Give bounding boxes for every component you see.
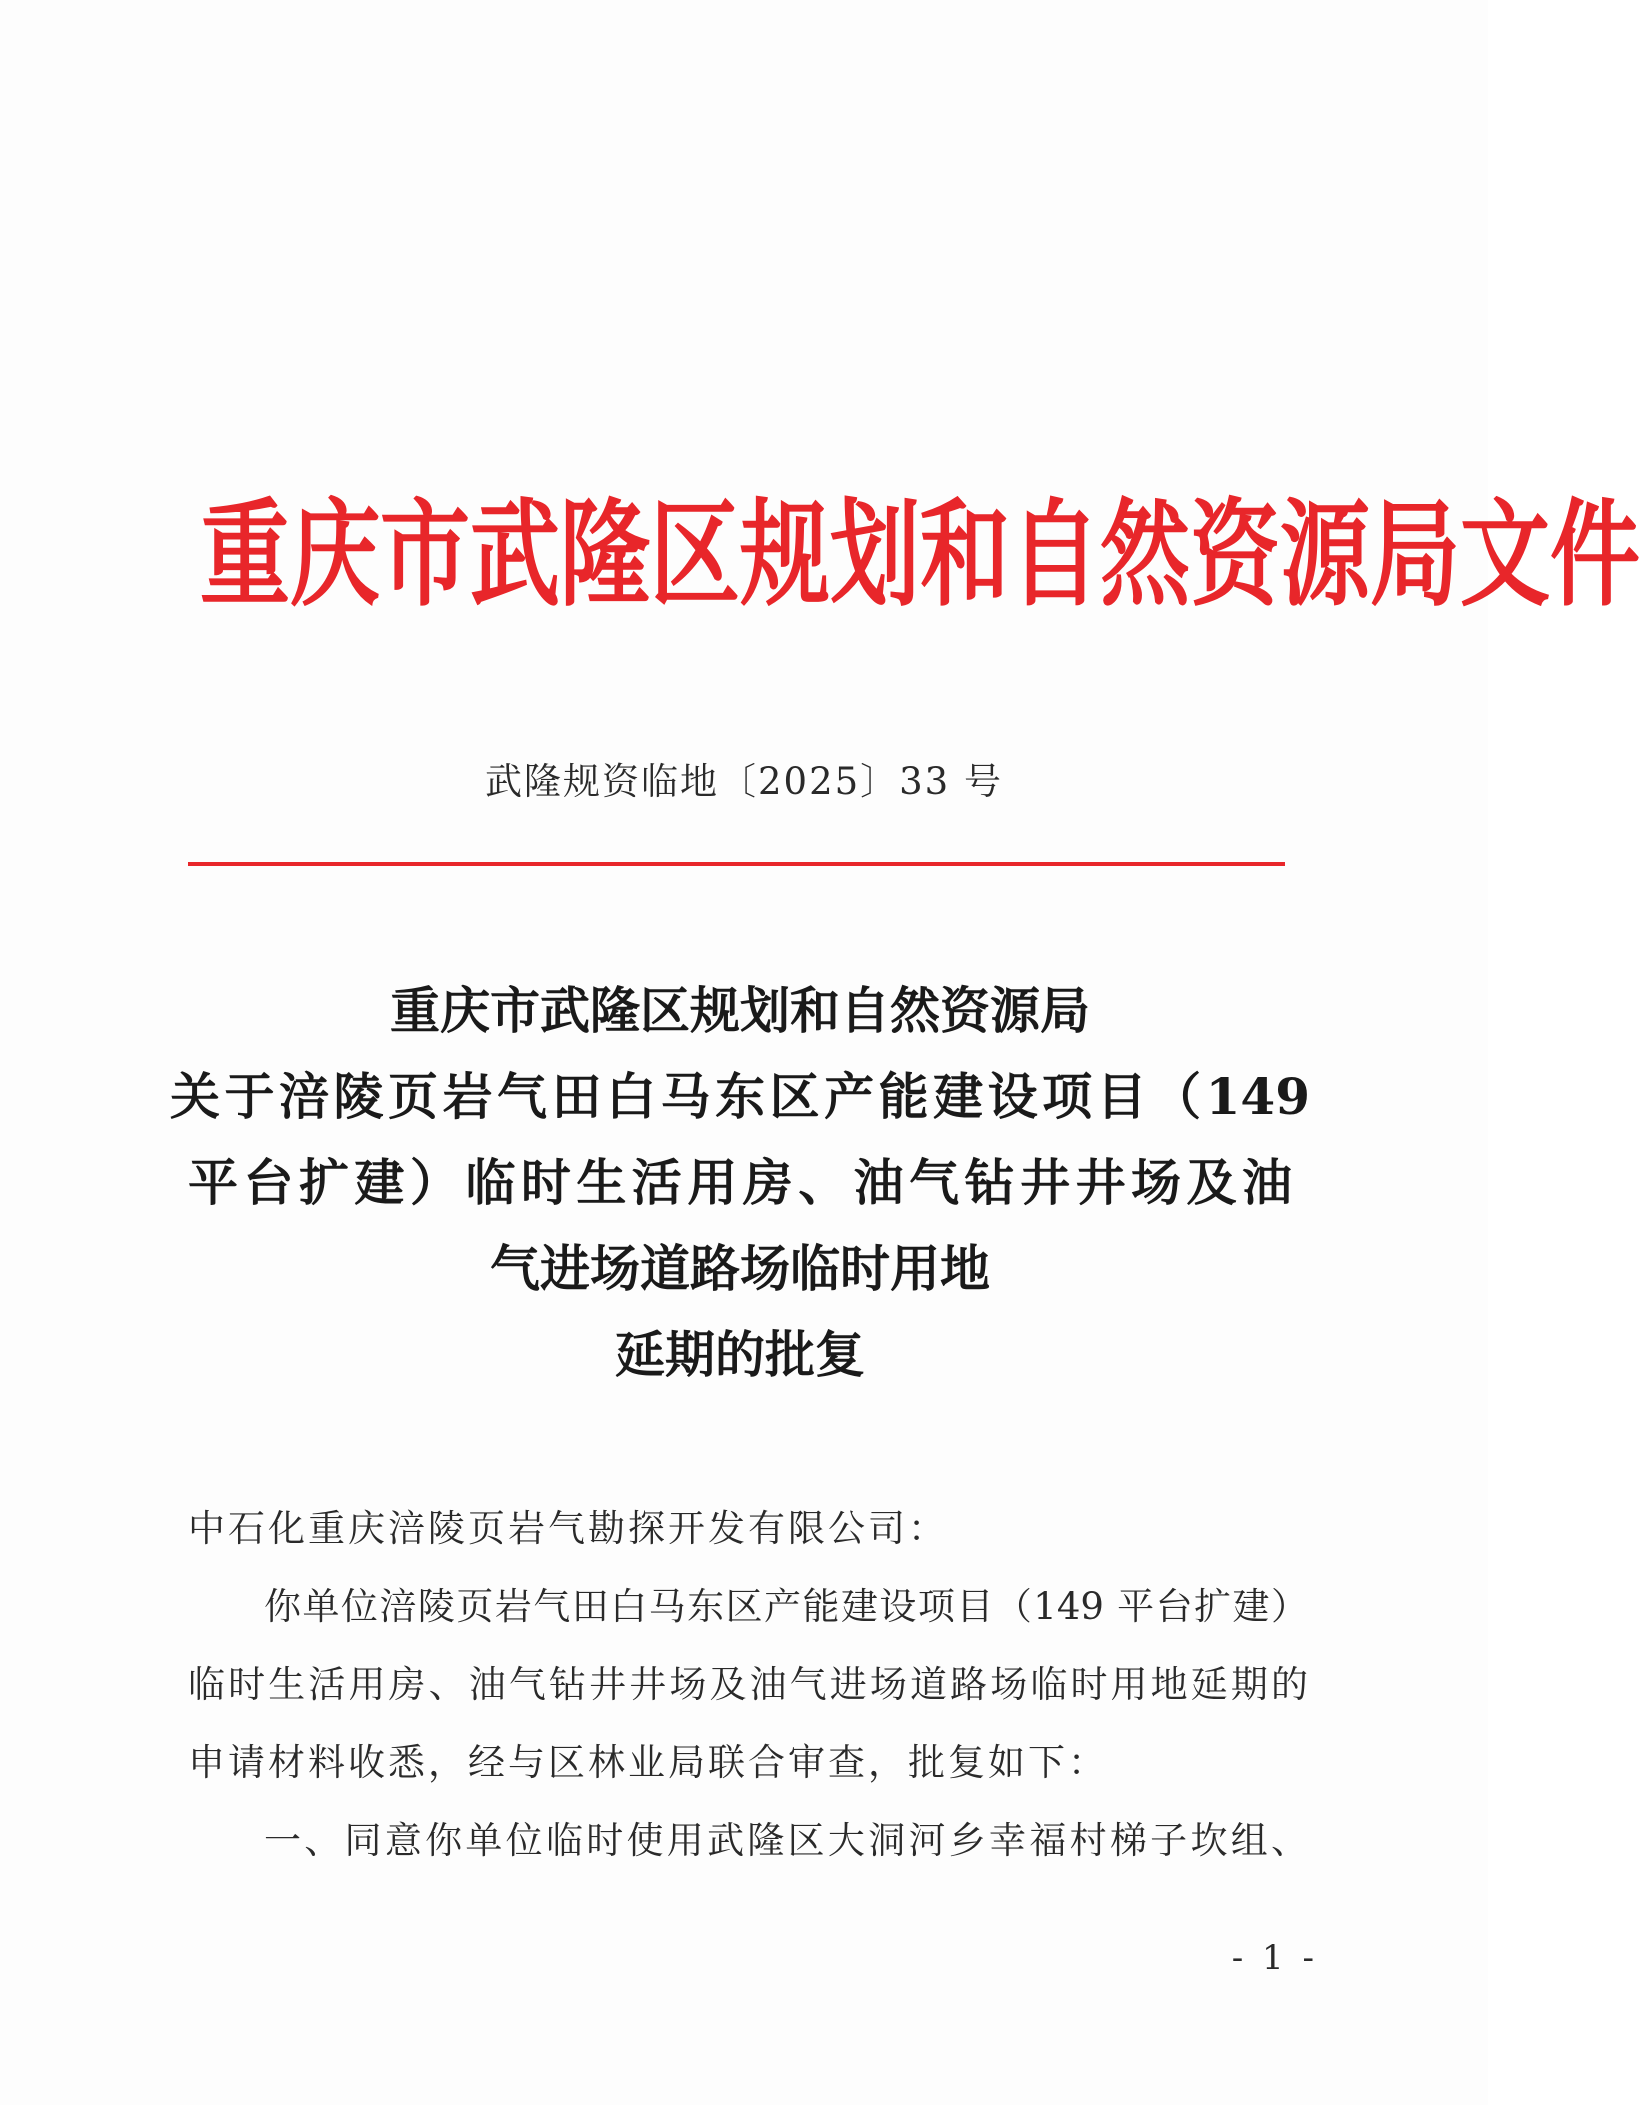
title-line: 平台扩建）临时生活用房、油气钻井井场及油 (188, 1153, 1292, 1212)
title-line: 关于涪陵页岩气田白马东区产能建设项目（149 (170, 1067, 1310, 1126)
title-line: 气进场道路场临时用地 (490, 1239, 990, 1298)
body-paragraph-line: 一、同意你单位临时使用武隆区大洞河乡幸福村梯子坎组、 (264, 1819, 1308, 1862)
title-line: 延期的批复 (615, 1325, 865, 1384)
document-header-title: 重庆市武隆区规划和自然资源局文件 (200, 487, 1640, 623)
document-title (170, 968, 1310, 1398)
header-divider (188, 862, 1285, 866)
title-line: 重庆市武隆区规划和自然资源局 (390, 981, 1090, 1040)
document-body (188, 1490, 1308, 1880)
addressee: 中石化重庆涪陵页岩气勘探开发有限公司： (188, 1507, 948, 1550)
document-number: 武隆规资临地〔2025〕33 号 (484, 760, 1003, 803)
body-paragraph-line: 申请材料收悉，经与区林业局联合审查，批复如下： (188, 1741, 1108, 1784)
page-number: - 1 - (1231, 1938, 1318, 1978)
body-paragraph-line: 你单位涪陵页岩气田白马东区产能建设项目（149 平台扩建） (264, 1585, 1308, 1628)
body-paragraph-line: 临时生活用房、油气钻井井场及油气进场道路场临时用地延期的 (188, 1663, 1308, 1706)
